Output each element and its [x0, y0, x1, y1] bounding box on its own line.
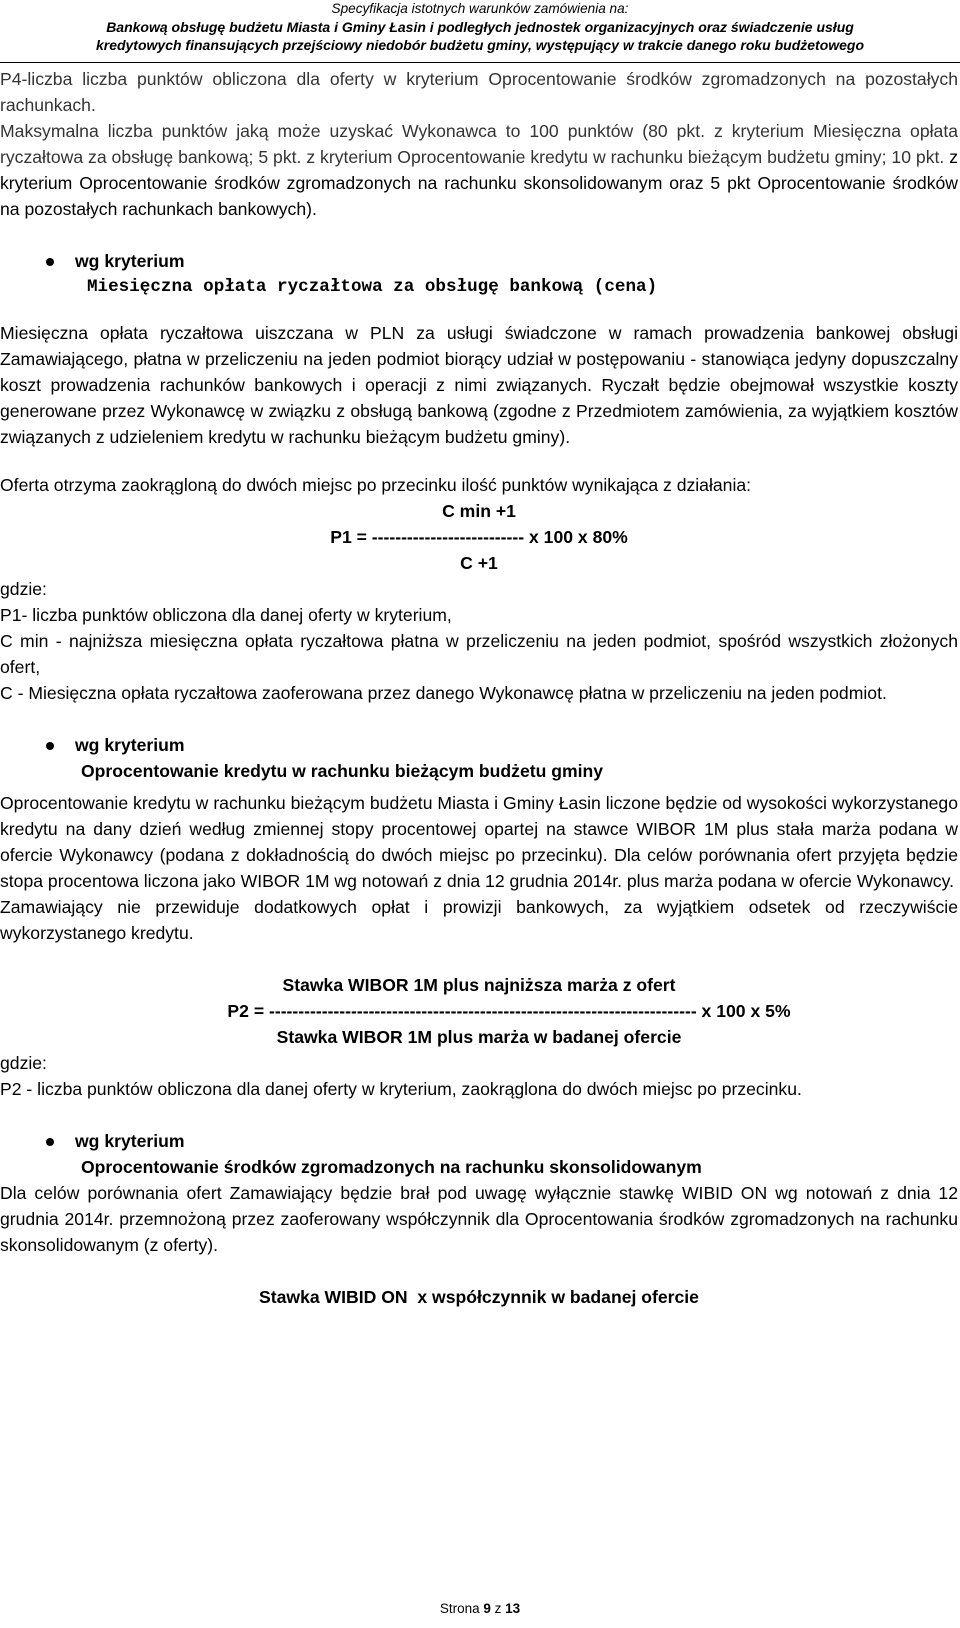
- criterion-deposit-block: [0, 1128, 958, 1180]
- formula-p2: [0, 972, 958, 1050]
- page-number-current: 9: [483, 1601, 491, 1616]
- max-points-text-a: Maksymalna liczba punktów jaką może uzyskać Wykonawca to 100 punktów (80 pkt. z kryterium Miesięczna opłata ryczałtowa za obsługę bankową; 5 pkt. z kryterium Oprocentowanie kredytu w rachunku bieżącym budżetu gminy; 10 pkt.: [0, 121, 958, 167]
- criterion-price-title: Miesięczna opłata ryczałtowa za obsługę bankową (cena): [87, 277, 658, 297]
- definition-cmin: C min - najniższa miesięczna opłata ryczałtowa płatna w przeliczeniu na jeden podmiot, spośród wszystkich złożonych ofert,: [0, 631, 958, 677]
- criterion-credit-title: Oprocentowanie kredytu w rachunku bieżącym budżetu gminy: [81, 761, 604, 781]
- criterion-deposit-bullet-label: wg kryterium: [75, 1131, 185, 1151]
- criterion-price-bullet-label: wg kryterium: [75, 251, 185, 271]
- formula-p3: Stawka WIBID ON x współczynnik w badanej ofercie: [259, 1287, 699, 1307]
- max-points-text-b: z kryterium Oprocentowanie środków zgromadzonych na rachunku skonsolidowanym oraz 5 pkt Oprocentowanie środków na pozostałych rachunkach bankowych).: [0, 147, 959, 219]
- page-number-prefix: Strona: [439, 1601, 484, 1616]
- where-label-2: gdzie:: [0, 1053, 47, 1073]
- header-subject-line1: Bankową obsługę budżetu Miasta i Gminy Łasin i podległych jednostek organizacyjnych oraz świadczenie usług: [106, 19, 854, 35]
- criterion-price-block: [0, 248, 958, 300]
- definition-c: C - Miesięczna opłata ryczałtowa zaoferowana przez danego Wykonawcę płatna w przeliczeniu na jeden podmiot.: [0, 683, 887, 703]
- page-footer: [0, 1601, 960, 1616]
- formula-p2-main: P2 = ------------------------------------------------------------------------- x 100 x 5%: [227, 1001, 791, 1021]
- criterion-deposit-description: Dla celów porównania ofert Zamawiający będzie brał pod uwagę wyłącznie stawkę WIBID ON wg notowań z dnia 12 grudnia 2014r. przemnożoną przez zaoferowany współczynnik dla Oprocentowania środków zgromadzonych na rachunku skonsolidowanym (z oferty).: [0, 1183, 958, 1255]
- bullet-icon: [46, 1138, 54, 1146]
- definition-p1: P1- liczba punktów obliczona dla danej oferty w kryterium,: [0, 605, 452, 625]
- criterion-credit-block: [0, 732, 958, 784]
- header-subject-line2: kredytowych finansujących przejściowy niedobór budżetu gminy, występujący w trakcie danego roku budżetowego: [95, 37, 865, 53]
- definition-p2: P2 - liczba punktów obliczona dla danej oferty w kryterium, zaokrąglona do dwóch miejsc po przecinku.: [0, 1079, 802, 1099]
- criterion-credit-note: Zamawiający nie przewiduje dodatkowych opłat i prowizji bankowych, za wyjątkiem odsetek od rzeczywiście wykorzystanego kredytu.: [0, 897, 958, 943]
- criterion-credit-description: Oprocentowanie kredytu w rachunku bieżącym budżetu Miasta i Gminy Łasin liczone będzie od wysokości wykorzystanego kredytu na dany dzień według zmiennej stopy procentowej opartej na stawce WIBOR 1M plus stała marża podana w ofercie Wykonawcy (podana z dokładnością do dwóch miejsc po przecinku). Dla celów porównania ofert przyjęta będzie stopa procentowa liczona jako WIBOR 1M wg notowań z dnia 12 grudnia 2014r. plus marża podana w ofercie Wykonawcy.: [0, 793, 958, 891]
- criterion-credit-bullet-label: wg kryterium: [75, 735, 185, 755]
- formula-p2-numerator: Stawka WIBOR 1M plus najniższa marża z ofert: [282, 975, 676, 995]
- page-number-separator: z: [490, 1601, 506, 1616]
- formula-p2-denominator: Stawka WIBOR 1M plus marża w badanej ofercie: [276, 1027, 682, 1047]
- header-spec-title: Specyfikacja istotnych warunków zamówienia na:: [331, 1, 629, 16]
- document-header: [0, 0, 960, 54]
- bullet-icon: [46, 258, 54, 266]
- header-divider: [0, 62, 960, 63]
- where-label-1: gdzie:: [0, 579, 47, 599]
- formula-p1-numerator: C min +1: [442, 501, 516, 521]
- formula-p1-main: P1 = -------------------------- x 100 x 80%: [330, 527, 628, 547]
- page-number-total: 13: [505, 1601, 521, 1616]
- criterion-price-offer-text: Oferta otrzyma zaokrągloną do dwóch miejsc po przecinku ilość punktów wynikająca z działania:: [0, 475, 752, 495]
- max-points-paragraph: [0, 118, 958, 222]
- bullet-icon: [46, 742, 54, 750]
- criterion-price-description: Miesięczna opłata ryczałtowa uiszczana w PLN za usługi świadczone w ramach prowadzenia bankowej obsługi Zamawiającego, płatna w przeliczeniu na jeden podmiot biorący udział w postępowaniu - stanowiąca jedyny dopuszczalny koszt prowadzenia rachunków bankowych i operacji z nimi związanych. Ryczałt będzie obejmował wszystkie koszty generowane przez Wykonawcę w związku z obsługą bankową (zgodne z Przedmiotem zamówienia, za wyjątkiem kosztów związanych z udzieleniem kredytu w rachunku bieżącym budżetu gminy).: [0, 323, 958, 447]
- p4-definition: P4-liczba liczba punktów obliczona dla oferty w kryterium Oprocentowanie środków zgromadzonych na pozostałych rachunkach.: [0, 69, 958, 115]
- formula-p1-denominator: C +1: [460, 553, 498, 573]
- criterion-deposit-title: Oprocentowanie środków zgromadzonych na rachunku skonsolidowanym: [81, 1157, 702, 1177]
- page-body: [0, 66, 958, 1310]
